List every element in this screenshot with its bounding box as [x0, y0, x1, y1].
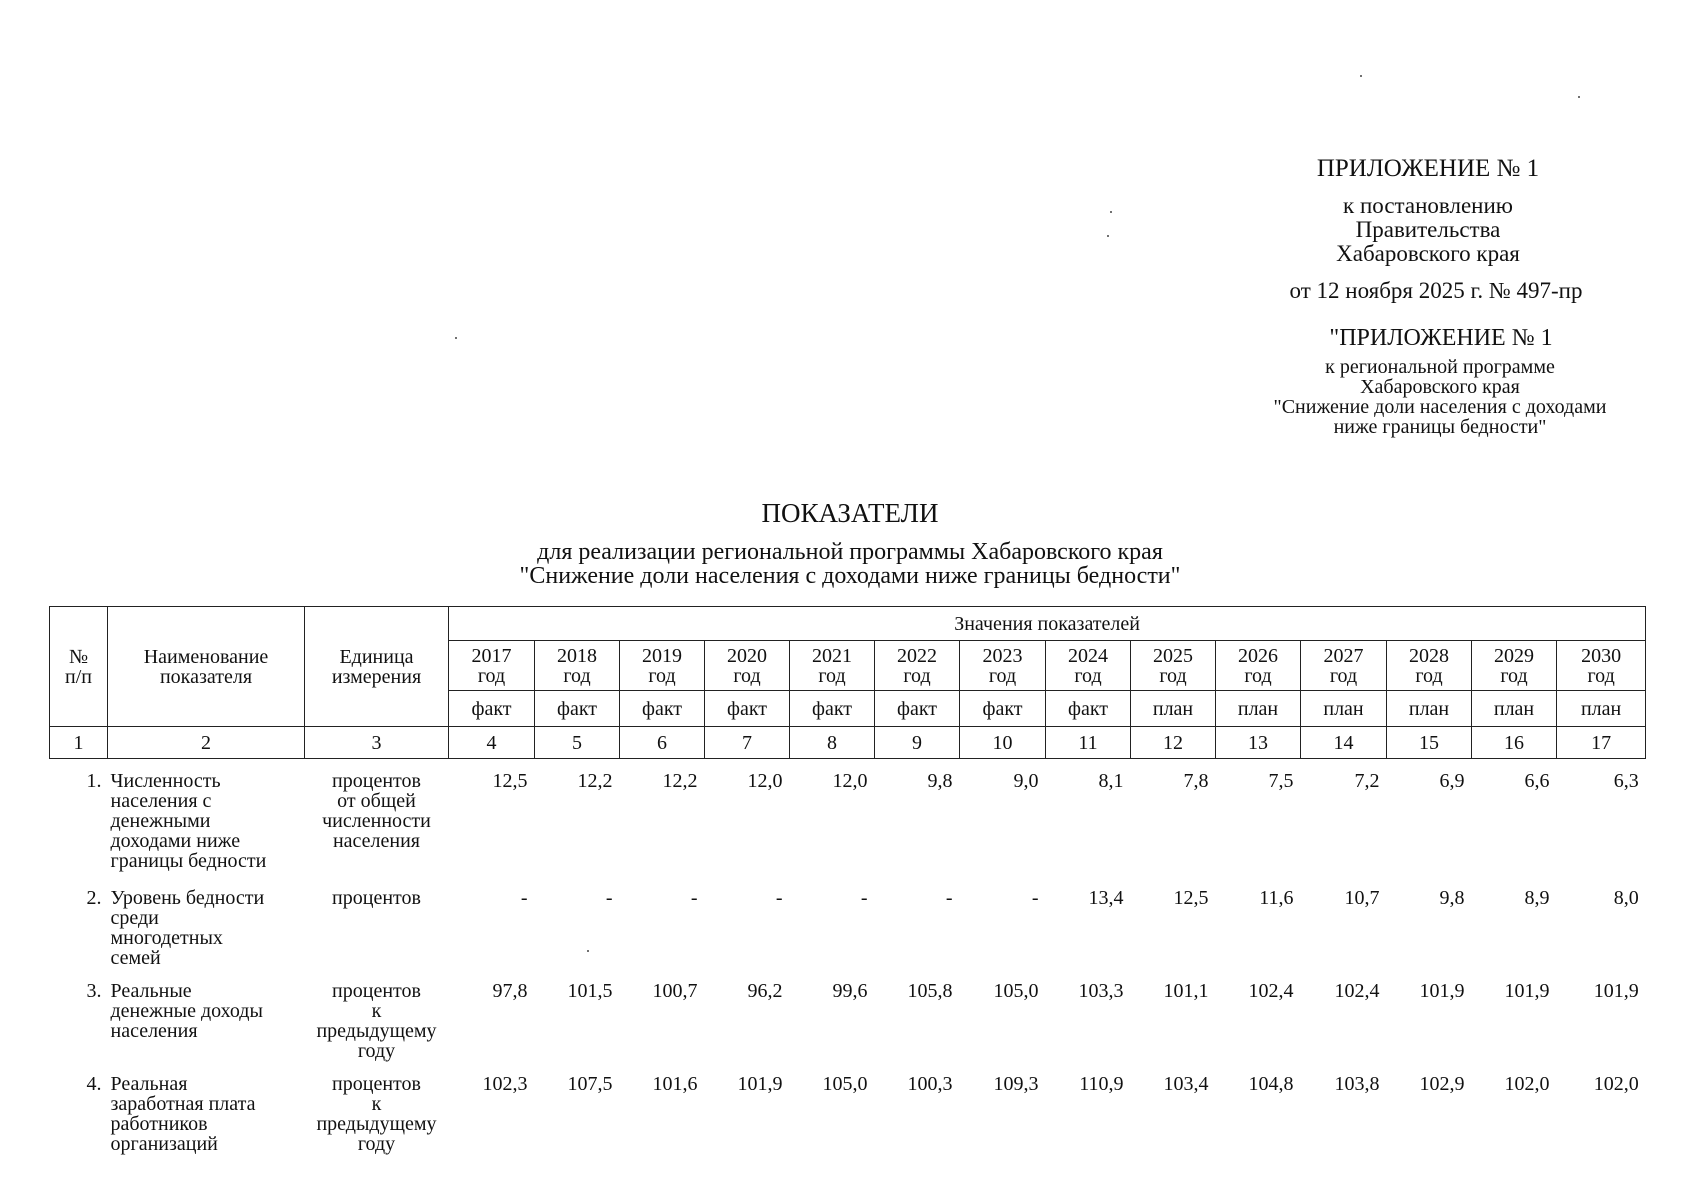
- column-number: 2: [108, 727, 305, 759]
- indicator-name-line: семей: [110, 947, 161, 969]
- indicator-value: 101,9: [1504, 980, 1550, 1002]
- indicator-value: 99,6: [832, 980, 868, 1002]
- indicator-value: 6,3: [1613, 770, 1639, 792]
- column-number: 9: [875, 727, 960, 759]
- header-year-value: 2029: [1494, 644, 1534, 667]
- indicator-name-line: Реальная: [110, 1073, 188, 1095]
- header-year: [1387, 641, 1472, 691]
- indicator-value: -: [860, 887, 868, 909]
- header-year-value: 2030: [1581, 644, 1622, 667]
- indicator-value: 10,7: [1344, 887, 1380, 909]
- indicator-name-line: среди: [110, 907, 159, 929]
- header-status: факт: [790, 691, 875, 727]
- header-year: [1046, 641, 1131, 691]
- column-numbers-row: [50, 727, 1646, 759]
- header-year-value: 2025: [1153, 644, 1193, 667]
- indicator-value: 103,8: [1334, 1073, 1380, 1095]
- header-name: [108, 607, 305, 727]
- header-year: [535, 641, 620, 691]
- header-year-word: год: [1500, 664, 1528, 687]
- header-year-word: год: [648, 664, 676, 687]
- column-number: 11: [1046, 727, 1131, 759]
- indicator-name-line: населения с: [110, 790, 212, 812]
- header-number: [50, 607, 108, 727]
- indicator-value: -: [1031, 887, 1039, 909]
- header-year-word: год: [1074, 664, 1102, 687]
- scan-speck: [1360, 75, 1362, 77]
- indicators-table: [49, 606, 1646, 1162]
- appendix-line: Правительства: [1355, 217, 1501, 242]
- indicator-unit: [305, 769, 449, 886]
- header-year: [705, 641, 790, 691]
- indicator-value: 103,4: [1163, 1073, 1209, 1095]
- appendix-program-line: к региональной программе: [1325, 356, 1555, 378]
- indicator-value: 12,5: [492, 770, 528, 792]
- header-values: Значения показателей: [449, 607, 1646, 641]
- table-row: [50, 979, 1646, 1072]
- indicator-value: 7,5: [1268, 770, 1294, 792]
- header-year-word: год: [988, 664, 1017, 687]
- indicator-unit-line: процентов: [332, 887, 421, 909]
- document-subtitle-line: для реализации региональной программы Хабаровского края: [537, 539, 1163, 565]
- column-number: 10: [960, 727, 1046, 759]
- header-status: факт: [875, 691, 960, 727]
- indicator-name: [108, 769, 305, 886]
- indicator-name-line: денежными: [110, 810, 211, 832]
- indicator-unit-line: к: [371, 1093, 382, 1115]
- appendix-line: к постановлению: [1343, 193, 1513, 218]
- header-status: факт: [1046, 691, 1131, 727]
- header-year-word: год: [1159, 664, 1187, 687]
- indicator-name-line: заработная плата: [110, 1093, 256, 1115]
- document-subtitle-line: "Снижение доли населения с доходами ниже границы бедности": [519, 563, 1181, 589]
- indicator-name-line: Уровень бедности: [110, 887, 265, 909]
- header-year-value: 2024: [1068, 644, 1108, 667]
- indicator-name-line: населения: [110, 1020, 198, 1042]
- header-year-word: год: [1329, 664, 1358, 687]
- header-unit: [305, 607, 449, 727]
- indicator-value: 103,3: [1078, 980, 1124, 1002]
- indicator-value: 102,9: [1419, 1073, 1465, 1095]
- indicator-value: 107,5: [567, 1073, 613, 1095]
- column-number: 8: [790, 727, 875, 759]
- table-row: [50, 1072, 1646, 1162]
- header-unit-line: измерения: [331, 665, 422, 688]
- appendix-program-line: "Снижение доли населения с доходами: [1273, 396, 1607, 418]
- header-year-value: 2026: [1238, 644, 1278, 667]
- indicator-unit-line: процентов: [332, 770, 421, 792]
- appendix-program-title: "ПРИЛОЖЕНИЕ № 1: [1329, 325, 1553, 351]
- table-row: [50, 769, 1646, 886]
- indicator-value: 11,6: [1259, 887, 1294, 909]
- indicator-value: 6,9: [1439, 770, 1465, 792]
- indicator-value: 7,8: [1183, 770, 1209, 792]
- appendix-line: Хабаровского края: [1336, 241, 1520, 266]
- indicator-value: 12,0: [832, 770, 868, 792]
- indicator-value: 7,2: [1354, 770, 1380, 792]
- header-name-line: Наименование: [143, 645, 269, 668]
- header-year-value: 2018: [557, 644, 597, 667]
- header-year: [1216, 641, 1301, 691]
- header-year: [960, 641, 1046, 691]
- header-year-value: 2020: [727, 644, 767, 667]
- header-year-value: 2028: [1409, 644, 1449, 667]
- table-spacer-cell: [50, 759, 1646, 770]
- indicator-name-line: денежные доходы: [110, 1000, 263, 1022]
- column-number: 12: [1131, 727, 1216, 759]
- indicator-unit-line: населения: [332, 830, 421, 852]
- indicator-unit-line: к: [371, 1000, 382, 1022]
- indicators-body: [50, 759, 1646, 1163]
- header-status: факт: [449, 691, 535, 727]
- header-year-value: 2023: [982, 644, 1023, 667]
- indicator-value: 9,0: [1013, 770, 1039, 792]
- indicator-value: 102,4: [1334, 980, 1380, 1002]
- header-year-word: год: [903, 664, 931, 687]
- indicator-name-line: многодетных: [110, 927, 223, 949]
- header-status: факт: [620, 691, 705, 727]
- column-number: 3: [305, 727, 449, 759]
- header-year-value: 2027: [1323, 644, 1364, 667]
- scan-speck: [1107, 235, 1109, 237]
- header-year-word: год: [563, 664, 591, 687]
- indicator-name: [108, 886, 305, 979]
- indicator-value: 8,9: [1524, 887, 1550, 909]
- header-year-word: год: [1587, 664, 1615, 687]
- indicator-unit-line: численности: [322, 810, 431, 832]
- appendix-date: от 12 ноября 2025 г. № 497-пр: [1289, 278, 1583, 303]
- indicator-unit-line: процентов: [332, 1073, 421, 1095]
- column-number: 15: [1387, 727, 1472, 759]
- header-year-word: год: [818, 664, 846, 687]
- indicator-value: 101,9: [1593, 980, 1639, 1002]
- header-number-line: п/п: [65, 665, 92, 688]
- header-year: [790, 641, 875, 691]
- indicator-value: 101,9: [737, 1073, 783, 1095]
- column-number: 5: [535, 727, 620, 759]
- indicator-name: [108, 979, 305, 1072]
- table-spacer: [50, 759, 1646, 770]
- indicator-unit: [305, 979, 449, 1072]
- header-year-value: 2022: [897, 644, 937, 667]
- indicator-name-line: доходами ниже: [110, 830, 241, 852]
- indicator-unit: [305, 886, 449, 979]
- column-number: 7: [705, 727, 790, 759]
- indicator-unit-line: предыдущему: [316, 1113, 437, 1135]
- scan-speck: [455, 337, 457, 339]
- row-number: 4.: [86, 1073, 102, 1095]
- indicator-value: 100,3: [907, 1073, 953, 1095]
- column-number: 1: [50, 727, 108, 759]
- column-number: 17: [1557, 727, 1646, 759]
- indicator-value: -: [520, 887, 528, 909]
- header-year-word: год: [1244, 664, 1272, 687]
- header-year: [449, 641, 535, 691]
- indicator-value: 12,5: [1173, 887, 1209, 909]
- header-year: [1557, 641, 1646, 691]
- header-status: план: [1301, 691, 1387, 727]
- indicator-value: 6,6: [1524, 770, 1550, 792]
- indicator-unit-line: году: [357, 1133, 396, 1155]
- indicator-name-line: Реальные: [110, 980, 192, 1002]
- header-year: [1301, 641, 1387, 691]
- header-year-word: год: [733, 664, 761, 687]
- indicator-value: 9,8: [927, 770, 953, 792]
- header-name-line: показателя: [159, 665, 253, 688]
- indicator-value: 8,1: [1098, 770, 1124, 792]
- header-status: план: [1387, 691, 1472, 727]
- indicator-value: 101,9: [1419, 980, 1465, 1002]
- header-year-value: 2021: [812, 644, 852, 667]
- indicator-value: 12,2: [577, 770, 613, 792]
- indicator-unit: [305, 1072, 449, 1162]
- indicator-value: -: [605, 887, 613, 909]
- indicator-value: 109,3: [993, 1073, 1039, 1095]
- header-status: план: [1131, 691, 1216, 727]
- indicator-value: 104,8: [1248, 1073, 1294, 1095]
- indicator-value: 102,3: [482, 1073, 528, 1095]
- indicator-name-line: работников: [110, 1113, 208, 1135]
- indicator-value: 97,8: [492, 980, 528, 1002]
- header-year-value: 2017: [471, 644, 512, 667]
- indicator-value: 8,0: [1613, 887, 1639, 909]
- header-year-word: год: [477, 664, 506, 687]
- indicator-name-line: границы бедности: [110, 850, 267, 872]
- row-number: 2.: [86, 887, 102, 909]
- header-status: план: [1557, 691, 1646, 727]
- indicator-value: 101,5: [567, 980, 613, 1002]
- indicator-value: -: [945, 887, 953, 909]
- indicator-name: [108, 1072, 305, 1162]
- indicator-value: 101,6: [652, 1073, 698, 1095]
- column-number: 16: [1472, 727, 1557, 759]
- indicator-unit-line: процентов: [332, 980, 421, 1002]
- header-status: факт: [535, 691, 620, 727]
- indicator-value: 12,0: [747, 770, 783, 792]
- document-title: ПОКАЗАТЕЛИ: [761, 498, 939, 528]
- appendix-program-line: ниже границы бедности": [1333, 416, 1547, 438]
- indicator-value: -: [690, 887, 698, 909]
- indicator-value: 101,1: [1163, 980, 1209, 1002]
- indicator-value: 100,7: [652, 980, 698, 1002]
- indicator-value: 105,0: [993, 980, 1039, 1002]
- appendix-program-line: Хабаровского края: [1360, 376, 1520, 398]
- row-number: 1.: [86, 770, 102, 792]
- scan-speck: [1578, 96, 1580, 98]
- header-year-word: год: [1415, 664, 1443, 687]
- indicator-name-line: Численность: [110, 770, 221, 792]
- indicator-value: 105,0: [822, 1073, 868, 1095]
- indicator-name-line: организаций: [110, 1133, 218, 1155]
- indicator-value: 102,0: [1504, 1073, 1550, 1095]
- indicator-value: -: [775, 887, 783, 909]
- indicator-unit-line: году: [357, 1040, 396, 1062]
- table-row: [50, 886, 1646, 979]
- appendix-title: ПРИЛОЖЕНИЕ № 1: [1316, 155, 1540, 182]
- header-year: [875, 641, 960, 691]
- indicator-value: 12,2: [662, 770, 698, 792]
- column-number: 6: [620, 727, 705, 759]
- header-year: [1131, 641, 1216, 691]
- indicator-value: 110,9: [1079, 1073, 1124, 1095]
- indicator-unit-line: от общей: [337, 790, 416, 812]
- header-status: план: [1472, 691, 1557, 727]
- header-status: план: [1216, 691, 1301, 727]
- indicator-value: 102,4: [1248, 980, 1294, 1002]
- row-number: 3.: [86, 980, 102, 1002]
- header-year: [1472, 641, 1557, 691]
- indicator-value: 96,2: [747, 980, 783, 1002]
- indicator-value: 102,0: [1593, 1073, 1639, 1095]
- column-number: 14: [1301, 727, 1387, 759]
- column-number: 13: [1216, 727, 1301, 759]
- indicator-value: 9,8: [1439, 887, 1465, 909]
- header-status: факт: [705, 691, 790, 727]
- header-number-line: №: [68, 645, 89, 668]
- header-unit-line: Единица: [339, 645, 414, 668]
- header-status: факт: [960, 691, 1046, 727]
- column-number: 4: [449, 727, 535, 759]
- indicator-unit-line: предыдущему: [316, 1020, 437, 1042]
- indicator-value: 13,4: [1088, 887, 1124, 909]
- header-year: [620, 641, 705, 691]
- indicator-value: 105,8: [907, 980, 953, 1002]
- header-year-value: 2019: [642, 644, 682, 667]
- scan-speck: [1110, 211, 1112, 213]
